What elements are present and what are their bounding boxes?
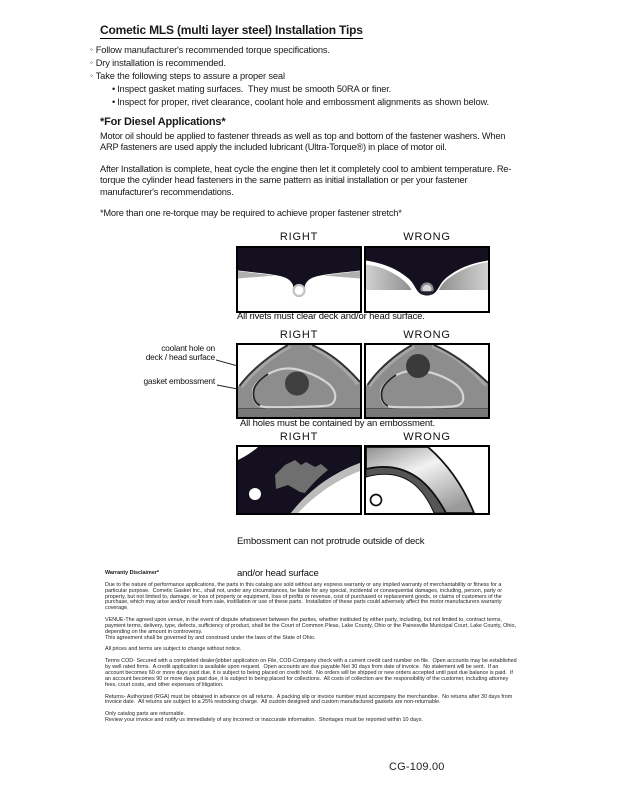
holes-right-label: RIGHT bbox=[279, 329, 319, 341]
coolant-hole-callout bbox=[100, 344, 215, 363]
legal-heading: Warranty Disclaimer* bbox=[105, 570, 160, 576]
figure-embossment-right bbox=[236, 445, 362, 515]
figure-rivets-right bbox=[236, 246, 362, 313]
legal-section bbox=[105, 567, 519, 730]
figure-holes-wrong bbox=[364, 343, 490, 419]
embossment-caption-line2: and/or head surface bbox=[237, 567, 319, 579]
tip-subbullet: • Inspect gasket mating surfaces. They must be smooth 50RA or finer. bbox=[112, 83, 552, 96]
page-code: CG-109.00 bbox=[389, 761, 445, 773]
tip-bullet: ◦ Take the following steps to assure a proper seal bbox=[90, 70, 540, 83]
embossment-right-label: RIGHT bbox=[279, 431, 319, 443]
figure-holes-right bbox=[236, 343, 362, 419]
legal-paragraph: All prices and terms are subject to change without notice. bbox=[105, 646, 242, 653]
legal-blocks bbox=[105, 583, 517, 724]
coolant-callout-line1: coolant hole on bbox=[161, 343, 215, 353]
rivets-caption: All rivets must clear deck and/or head surface. bbox=[237, 311, 425, 322]
legal-paragraph: VENUE-The agreed upon venue, in the event of dispute whatsoever between the parties, whether instituted by either party, including, but not limited to, contract terms, payment terms, delivery, type, defects, sufficiency of product, shall be the Court of Common Pleas, Lake County, Ohio or the Painesville Municipal Court, Lake County, Ohio, depending on the amount in controversy. This agreement shall be governed by and construed under the laws of the State of Ohio. bbox=[105, 617, 518, 641]
figure-embossment-wrong bbox=[364, 445, 490, 515]
rivets-right-drawing bbox=[238, 248, 360, 311]
embossment-wrong-drawing bbox=[366, 447, 488, 513]
page-title: Cometic MLS (multi layer steel) Installation Tips bbox=[100, 23, 363, 37]
holes-wrong-label: WRONG bbox=[403, 329, 451, 341]
legal-paragraph: Terms COD- Secured with a completed dealer/jobber application on File, COD-Company check with a current credit card number on file. Open accounts may be established by well rated firms. A credit application is available upon request. Open accounts are due payable Net 30 days from date of invoice. No statement will be sent. If an account becomes 60 or more days past due, it is subject to being placed on credit hold. No orders will be shipped or new orders accepted until past due balance is paid. If an account becomes 90 or more days past due, it is subject to being placed for collections. All costs of collection are the responsibility of the customer, including attorney fees, court costs, and other expenses of litigation. bbox=[105, 658, 519, 688]
tip-bullet: ◦ Follow manufacturer's recommended torque specifications. bbox=[90, 44, 540, 57]
holes-right-drawing bbox=[238, 345, 360, 417]
embossment-caption-line1: Embossment can not protrude outside of deck bbox=[237, 535, 425, 547]
diesel-heading: *For Diesel Applications* bbox=[100, 116, 226, 128]
tip-subbullet: • Inspect for proper, rivet clearance, coolant hole and embossment alignments as shown below. bbox=[112, 96, 552, 109]
legal-paragraph: Returns- Authorized (RGA) must be obtained in advance on all returns. A packing slip or invoice number must accompany the merchandise. No returns after 30 days from invoice date. All returns are subject to a 25% restocking charge. All custom designed and custom manufactured gaskets are non-returnable. bbox=[105, 693, 514, 706]
embossment-wrong-label: WRONG bbox=[403, 431, 451, 443]
coolant-callout-line2: deck / head surface bbox=[145, 352, 215, 363]
tips-list bbox=[90, 44, 540, 83]
paragraph: *More than one re-torque may be required to achieve proper fastener stretch* bbox=[100, 208, 402, 219]
paragraph: Motor oil should be applied to fastener threads as well as top and bottom of the fastener washers. When ARP fasteners are used apply the included lubricant (Ultra-Torque®) in place of motor oil. bbox=[100, 131, 508, 153]
legal-paragraph: Due to the nature of performance applications, the parts in this catalog are sold without any express warranty or any implied warranty of merchantability or fitness for a particular purpose. Cometic Gasket Inc., shall not, under any circumstances, be liable for any special, incidental or consequential damages, including, person, party or property, but not limited to, damage, or loss of property or equipment, loss of profits or revenue, cost of purchased or replacement goods, or claims of customers of the purchase, which may arise and/or result from sale, instillation or use of these parts. Installation of these parts could adversely affect the motor manufacturers warranty coverage. bbox=[105, 581, 504, 612]
rivets-wrong-label: WRONG bbox=[403, 231, 451, 243]
tip-bullet: ◦ Dry installation is recommended. bbox=[90, 57, 540, 70]
holes-caption: All holes must be contained by an embossment. bbox=[240, 418, 435, 429]
legal-paragraph: Only catalog parts are returnable. Review your invoice and notify us immediately of any incorrect or inaccurate information. Shortages must be reported within 10 days. bbox=[105, 711, 423, 724]
holes-wrong-drawing bbox=[366, 345, 488, 417]
embossment-right-drawing bbox=[238, 447, 360, 513]
rivets-right-label: RIGHT bbox=[279, 231, 319, 243]
figure-rivets-wrong bbox=[364, 246, 490, 313]
diesel-paragraphs bbox=[100, 131, 524, 229]
embossment-callout: gasket embossment bbox=[143, 376, 215, 386]
rivets-wrong-drawing bbox=[366, 248, 488, 311]
tips-sublist bbox=[112, 83, 552, 109]
paragraph: After Installation is complete, heat cycle the engine then let it completely cool to ambient temperature. Re-torque the cylinder head fasteners in the same pattern as initial installation or per your fastener manufacturer's recommendations. bbox=[100, 163, 512, 197]
